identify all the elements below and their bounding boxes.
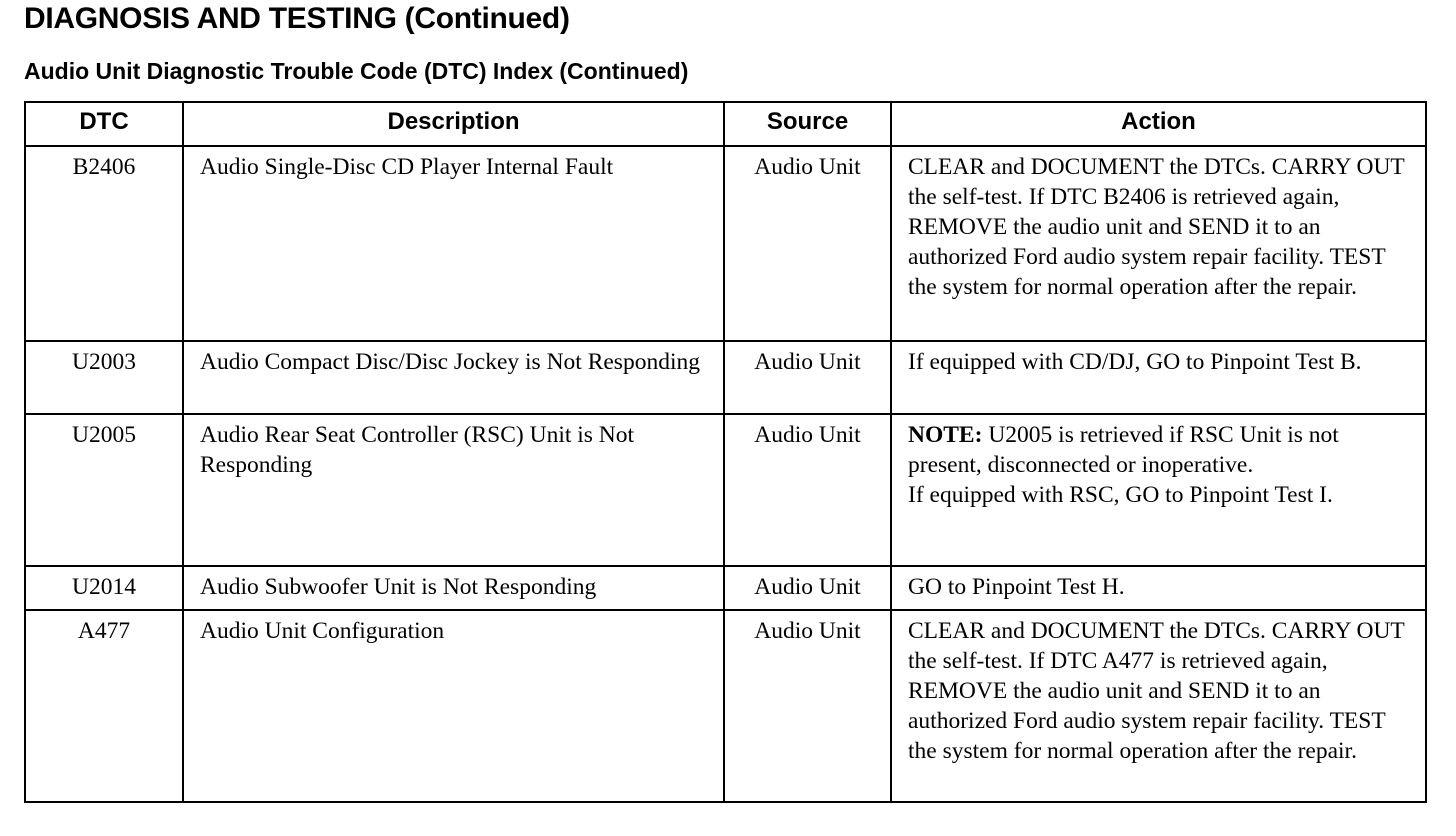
dtc-description: Audio Unit Configuration — [183, 610, 724, 802]
dtc-source: Audio Unit — [724, 146, 891, 341]
dtc-source: Audio Unit — [724, 414, 891, 566]
table-row — [25, 566, 1426, 610]
dtc-description: Audio Compact Disc/Disc Jockey is Not Responding — [183, 341, 724, 414]
dtc-code: B2406 — [25, 146, 183, 341]
dtc-action: If equipped with CD/DJ, GO to Pinpoint Test B. — [891, 341, 1426, 414]
table-row — [25, 146, 1426, 341]
action-text: If equipped with RSC, GO to Pinpoint Test I. — [908, 482, 1333, 508]
action-note — [908, 420, 1413, 480]
dtc-index-table — [24, 101, 1427, 803]
dtc-description: Audio Subwoofer Unit is Not Responding — [183, 566, 724, 610]
dtc-action: CLEAR and DOCUMENT the DTCs. CARRY OUT the self-test. If DTC A477 is retrieved again, REMOVE the audio unit and SEND it to an authorized Ford audio system repair facility. TEST the system for normal operation after the repair. — [891, 610, 1426, 802]
dtc-action: CLEAR and DOCUMENT the DTCs. CARRY OUT the self-test. If DTC B2406 is retrieved again, REMOVE the audio unit and SEND it to an authorized Ford audio system repair facility. TEST the system for normal operation after the repair. — [891, 146, 1426, 341]
column-header-action: Action — [891, 102, 1426, 146]
dtc-code: U2005 — [25, 414, 183, 566]
dtc-source: Audio Unit — [724, 566, 891, 610]
table-title: Audio Unit Diagnostic Trouble Code (DTC) Index (Continued) — [24, 58, 689, 84]
table-row — [25, 610, 1426, 802]
dtc-description: Audio Rear Seat Controller (RSC) Unit is Not Responding — [183, 414, 724, 566]
column-header-source: Source — [724, 102, 891, 146]
table-row — [25, 341, 1426, 414]
dtc-code: A477 — [25, 610, 183, 802]
column-header-dtc: DTC — [25, 102, 183, 146]
table-row — [25, 414, 1426, 566]
table-header-row — [25, 102, 1426, 146]
dtc-source: Audio Unit — [724, 341, 891, 414]
page-title: DIAGNOSIS AND TESTING (Continued) — [24, 2, 570, 35]
dtc-description: Audio Single-Disc CD Player Internal Fault — [183, 146, 724, 341]
dtc-code: U2014 — [25, 566, 183, 610]
dtc-source: Audio Unit — [724, 610, 891, 802]
dtc-action — [891, 414, 1426, 566]
dtc-code: U2003 — [25, 341, 183, 414]
dtc-action: GO to Pinpoint Test H. — [891, 566, 1426, 610]
column-header-description: Description — [183, 102, 724, 146]
note-label: NOTE: — [908, 422, 983, 448]
note-text: U2005 is retrieved if RSC Unit is not present, disconnected or inoperative. — [908, 422, 1339, 478]
